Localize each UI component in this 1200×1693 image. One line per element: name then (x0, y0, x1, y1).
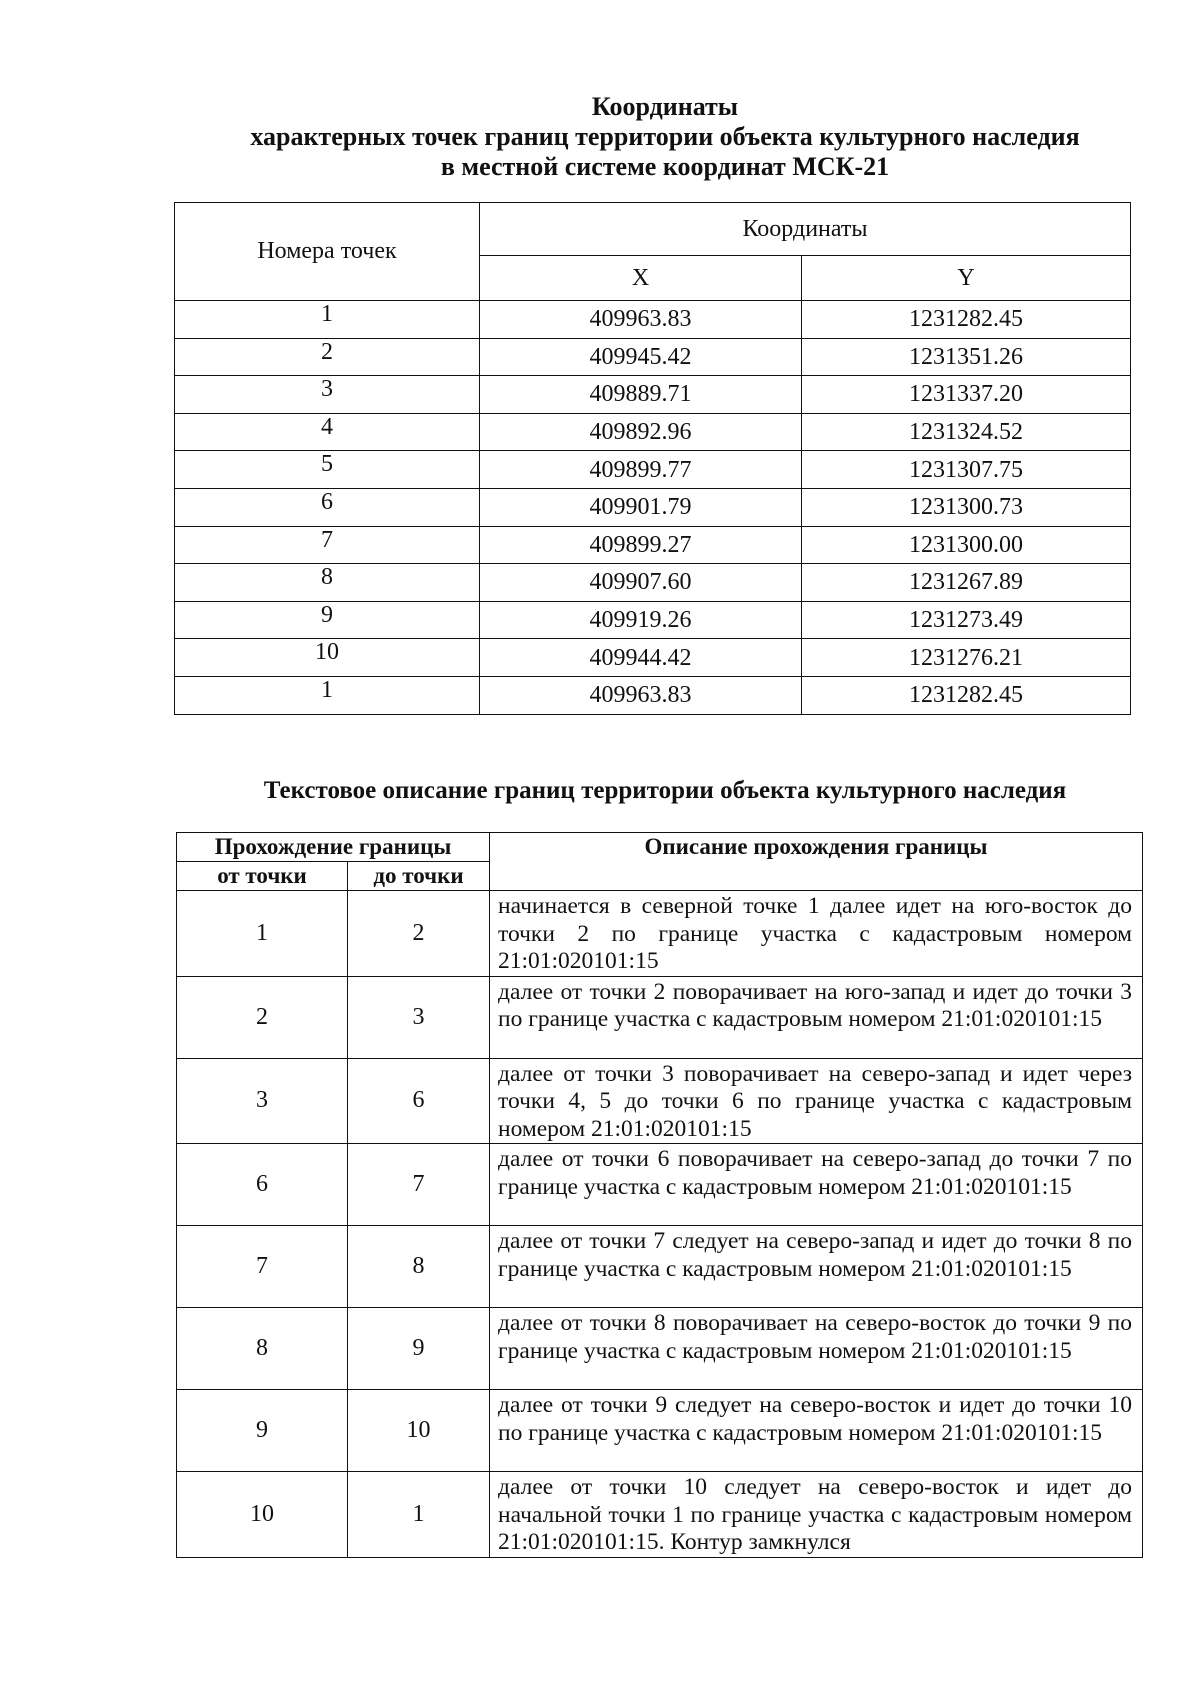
x-coordinate-cell: 409901.79 (480, 488, 802, 526)
title-line-1: Координаты (591, 92, 739, 121)
header-y: Y (802, 256, 1131, 301)
header-to-point: до точки (348, 862, 490, 891)
y-coordinate-cell: 1231307.75 (802, 451, 1131, 489)
to-point-cell: 10 (348, 1390, 490, 1472)
description-cell: далее от точки 8 поворачивает на северо-восток до точки 9 по границе участка с кадастровым номером 21:01:020101:15 (490, 1308, 1143, 1390)
to-point-cell: 6 (348, 1058, 490, 1144)
y-coordinate-cell: 1231282.45 (802, 676, 1131, 714)
header-description: Описание прохождения границы (490, 833, 1143, 891)
table-row (177, 1390, 1143, 1472)
to-point-cell: 2 (348, 891, 490, 977)
y-coordinate-cell: 1231276.21 (802, 639, 1131, 677)
table-row (175, 676, 1131, 714)
coordinates-table-body (175, 301, 1131, 715)
table-row (175, 488, 1131, 526)
description-cell: далее от точки 7 следует на северо-запад и идет до точки 8 по границе участка с кадастровым номером 21:01:020101:15 (490, 1226, 1143, 1308)
point-number-cell: 2 (175, 338, 480, 376)
from-point-cell: 6 (177, 1144, 348, 1226)
table-row (175, 601, 1131, 639)
to-point-cell: 8 (348, 1226, 490, 1308)
table-row (175, 413, 1131, 451)
x-coordinate-cell: 409892.96 (480, 413, 802, 451)
from-point-cell: 1 (177, 891, 348, 977)
point-number-cell: 1 (175, 676, 480, 714)
y-coordinate-cell: 1231282.45 (802, 301, 1131, 339)
x-coordinate-cell: 409945.42 (480, 338, 802, 376)
y-coordinate-cell: 1231351.26 (802, 338, 1131, 376)
point-number-cell: 5 (175, 451, 480, 489)
y-coordinate-cell: 1231273.49 (802, 601, 1131, 639)
coordinates-table (174, 202, 1131, 715)
title-line-2: характерных точек границ территории объекта культурного наследия (250, 122, 1080, 151)
point-number-cell: 8 (175, 564, 480, 602)
x-coordinate-cell: 409944.42 (480, 639, 802, 677)
table-row (177, 1058, 1143, 1144)
table-row (175, 526, 1131, 564)
x-coordinate-cell: 409907.60 (480, 564, 802, 602)
point-number-cell: 9 (175, 601, 480, 639)
y-coordinate-cell: 1231300.00 (802, 526, 1131, 564)
header-passage: Прохождение границы (177, 833, 490, 862)
x-coordinate-cell: 409963.83 (480, 676, 802, 714)
table-row (177, 976, 1143, 1058)
y-coordinate-cell: 1231324.52 (802, 413, 1131, 451)
header-point-numbers: Номера точек (175, 203, 480, 301)
table-row (177, 1308, 1143, 1390)
description-cell: далее от точки 3 поворачивает на северо-запад и идет через точки 4, 5 до точки 6 по границе участка с кадастровым номером 21:01:020101:15 (490, 1058, 1143, 1144)
table-row (177, 1226, 1143, 1308)
x-coordinate-cell: 409889.71 (480, 376, 802, 414)
table-row (177, 1144, 1143, 1226)
x-coordinate-cell: 409899.27 (480, 526, 802, 564)
from-point-cell: 2 (177, 976, 348, 1058)
to-point-cell: 7 (348, 1144, 490, 1226)
description-cell: далее от точки 10 следует на северо-восток и идет до начальной точки 1 по границе участка с кадастровым номером 21:01:020101:15. Контур замкнулся (490, 1472, 1143, 1558)
y-coordinate-cell: 1231300.73 (802, 488, 1131, 526)
point-number-cell: 3 (175, 376, 480, 414)
table-row (175, 451, 1131, 489)
description-table-body (177, 891, 1143, 1558)
table-row (175, 564, 1131, 602)
description-cell: далее от точки 9 следует на северо-восток и идет до точки 10 по границе участка с кадастровым номером 21:01:020101:15 (490, 1390, 1143, 1472)
table-row (177, 1472, 1143, 1558)
boundary-description-table (176, 832, 1143, 1558)
description-cell: начинается в северной точке 1 далее идет на юго-восток до точки 2 по границе участка с кадастровым номером 21:01:020101:15 (490, 891, 1143, 977)
x-coordinate-cell: 409963.83 (480, 301, 802, 339)
table-row (177, 891, 1143, 977)
from-point-cell: 10 (177, 1472, 348, 1558)
description-cell: далее от точки 6 поворачивает на северо-запад до точки 7 по границе участка с кадастровым номером 21:01:020101:15 (490, 1144, 1143, 1226)
y-coordinate-cell: 1231267.89 (802, 564, 1131, 602)
from-point-cell: 7 (177, 1226, 348, 1308)
x-coordinate-cell: 409899.77 (480, 451, 802, 489)
point-number-cell: 4 (175, 413, 480, 451)
document-title (170, 92, 1160, 182)
table-row (175, 301, 1131, 339)
from-point-cell: 9 (177, 1390, 348, 1472)
point-number-cell: 10 (175, 639, 480, 677)
description-cell: далее от точки 2 поворачивает на юго-запад и идет до точки 3 по границе участка с кадастровым номером 21:01:020101:15 (490, 976, 1143, 1058)
from-point-cell: 8 (177, 1308, 348, 1390)
x-coordinate-cell: 409919.26 (480, 601, 802, 639)
header-from-point: от точки (177, 862, 348, 891)
point-number-cell: 1 (175, 301, 480, 339)
section-title-description: Текстовое описание границ территории объекта культурного наследия (263, 777, 1067, 804)
to-point-cell: 9 (348, 1308, 490, 1390)
table-row (175, 338, 1131, 376)
header-x: X (480, 256, 802, 301)
point-number-cell: 7 (175, 526, 480, 564)
header-coordinates: Координаты (480, 203, 1131, 256)
to-point-cell: 3 (348, 976, 490, 1058)
from-point-cell: 3 (177, 1058, 348, 1144)
table-row (175, 376, 1131, 414)
to-point-cell: 1 (348, 1472, 490, 1558)
y-coordinate-cell: 1231337.20 (802, 376, 1131, 414)
title-line-3: в местной системе координат МСК-21 (440, 152, 890, 181)
point-number-cell: 6 (175, 488, 480, 526)
table-row (175, 639, 1131, 677)
